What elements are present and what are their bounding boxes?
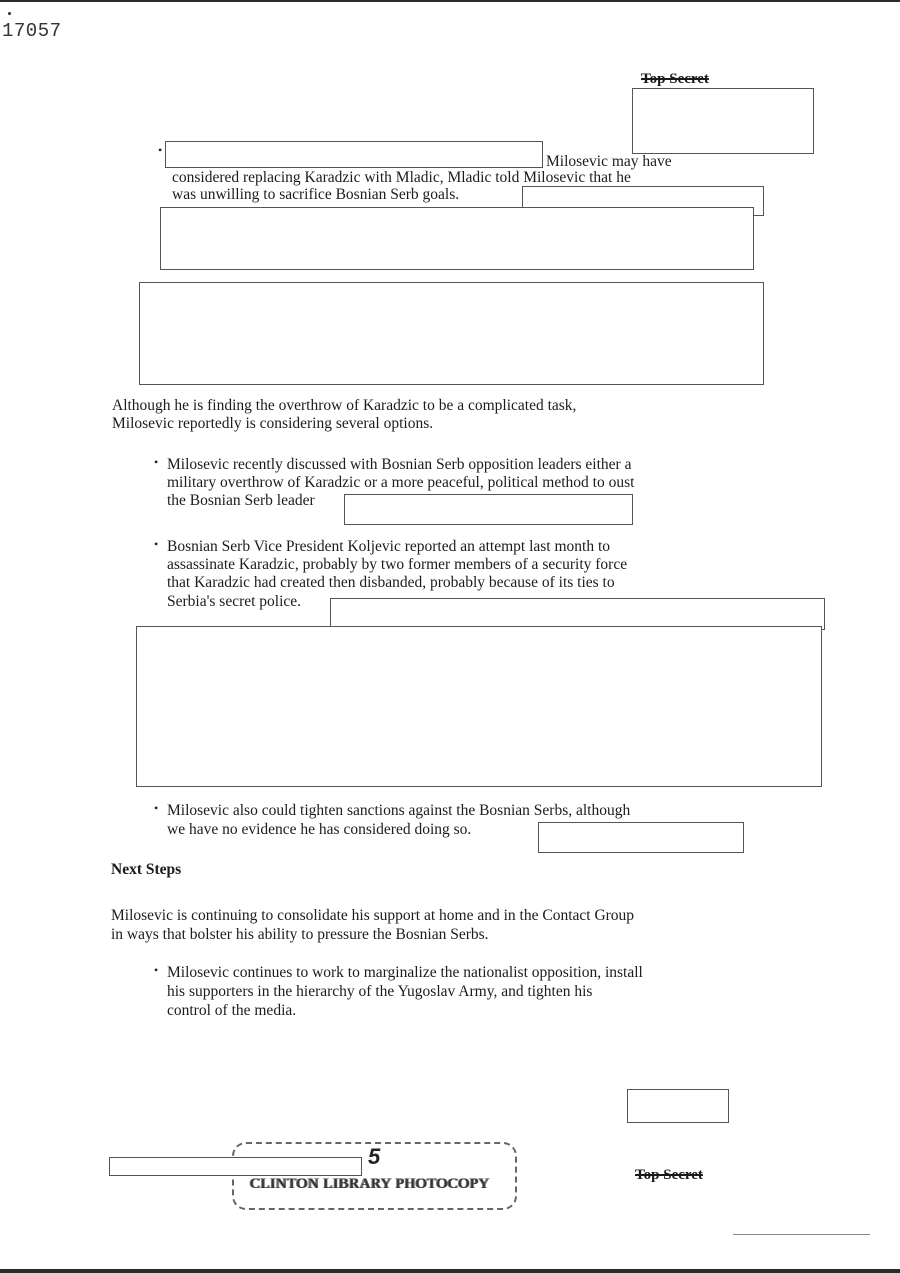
- next-steps-bullet-line-1: Milosevic continues to work to marginalize the nationalist opposition, install: [167, 964, 643, 981]
- footer-rule: [733, 1234, 870, 1235]
- section-heading-next-steps: Next Steps: [111, 861, 182, 878]
- redaction-box: [538, 822, 744, 853]
- bullet-2-line-2: military overthrow of Karadzic or a more peaceful, political method to oust: [167, 474, 635, 491]
- page-number: 5: [368, 1144, 381, 1169]
- bullet-1-line-3: was unwilling to sacrifice Bosnian Serb goals.: [172, 186, 460, 203]
- next-steps-paragraph-line-2: in ways that bolster his ability to pressure the Bosnian Serbs.: [111, 926, 489, 943]
- bullet-icon: •: [158, 143, 163, 157]
- redaction-box: [109, 1157, 362, 1176]
- bullet-icon: •: [154, 963, 159, 977]
- library-stamp-text: CLINTON LIBRARY PHOTOCOPY: [250, 1176, 490, 1192]
- bullet-1-line-2: considered replacing Karadzic with Mladic, Mladic told Milosevic that he: [172, 169, 631, 186]
- redaction-box: [160, 207, 754, 270]
- bullet-4-line-1: Milosevic also could tighten sanctions against the Bosnian Serbs, although: [167, 802, 631, 819]
- page-border-bottom: [0, 1269, 900, 1273]
- classification-header: Top Secret: [641, 71, 709, 87]
- bullet-4-line-2: we have no evidence he has considered doing so.: [167, 821, 472, 838]
- bullet-3-line-3: that Karadzic had created then disbanded, probably because of its ties to: [167, 574, 615, 591]
- redaction-box: [344, 494, 633, 525]
- redaction-box: [136, 626, 822, 787]
- redaction-box: [139, 282, 764, 385]
- redaction-box: [632, 88, 814, 154]
- bullet-2-line-1: Milosevic recently discussed with Bosnian Serb opposition leaders either a: [167, 456, 632, 473]
- bullet-icon: •: [154, 537, 159, 551]
- bullet-1-line-1: Milosevic may have: [546, 153, 672, 170]
- paragraph-1-line-1: Although he is finding the overthrow of Karadzic to be a complicated task,: [112, 397, 577, 414]
- redaction-box: [627, 1089, 729, 1123]
- bullet-2-line-3: the Bosnian Serb leader: [167, 492, 315, 509]
- document-number: 17057: [2, 20, 62, 42]
- bullet-3-line-2: assassinate Karadzic, probably by two former members of a security force: [167, 556, 628, 573]
- next-steps-paragraph-line-1: Milosevic is continuing to consolidate his support at home and in the Contact Group: [111, 907, 635, 924]
- bullet-3-line-4: Serbia's secret police.: [167, 593, 302, 610]
- bullet-icon: •: [154, 801, 159, 815]
- next-steps-bullet-line-2: his supporters in the hierarchy of the Yugoslav Army, and tighten his: [167, 983, 593, 1000]
- next-steps-bullet-line-3: control of the media.: [167, 1002, 297, 1019]
- scan-mark: [8, 12, 11, 15]
- page-border-top: [0, 0, 900, 2]
- classification-footer: Top Secret: [635, 1167, 703, 1183]
- bullet-icon: •: [154, 455, 159, 469]
- paragraph-1-line-2: Milosevic reportedly is considering several options.: [112, 415, 434, 432]
- redaction-box: [165, 141, 543, 168]
- bullet-3-line-1: Bosnian Serb Vice President Koljevic reported an attempt last month to: [167, 538, 611, 555]
